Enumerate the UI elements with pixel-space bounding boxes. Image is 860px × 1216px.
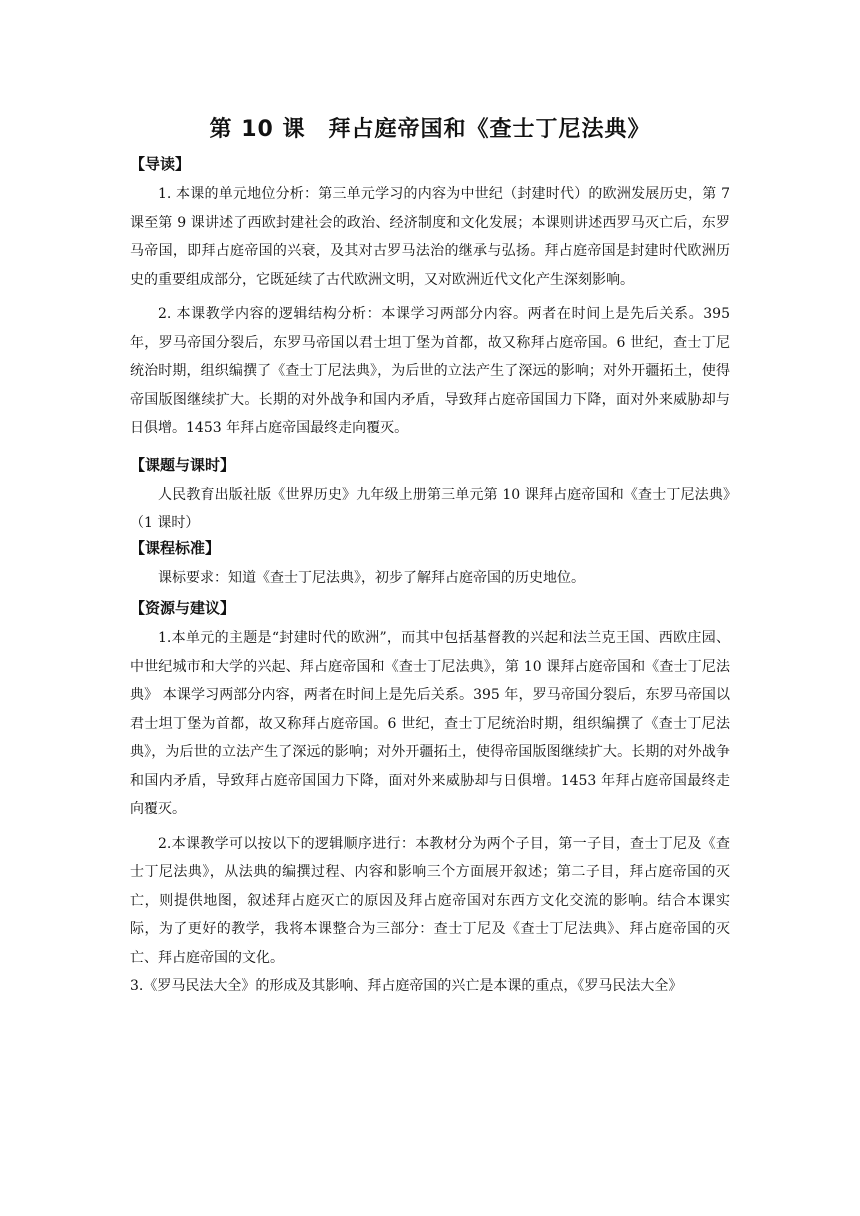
standard-heading: 【课程标准】 [130,538,221,557]
resources-paragraph-2: 2.本课教学可以按以下的逻辑顺序进行：本教材分为两个子目，第一子目，查士丁尼及《查士丁尼法典》，从法典的编撰过程、内容和影响三个方面展开叙述；第二子目，拜占庭帝国的灭亡，则提供地图，叙述拜占庭灭亡的原因及拜占庭帝国对东西方文化交流的影响。结合本课实际，为了更好的教学，我将本课整合为三部分：查士丁尼及《查士丁尼法典》、拜占庭帝国的灭亡、拜占庭帝国的文化。 [130,835,730,966]
guide-paragraph-2: 2. 本课教学内容的逻辑结构分析：本课学习两部分内容。两者在时间上是先后关系。395 年，罗马帝国分裂后，东罗马帝国以君士坦丁堡为首都，故又称拜占庭帝国。6 世纪，查士丁尼统治时期，组织编撰了《查士丁尼法典》，为后世的立法产生了深远的影响；对外开疆拓土，使得帝国版图继续扩大。长期的对外战争和国内矛盾，导致拜占庭帝国国力下降，面对外来威胁却与日俱增。1453 年拜占庭帝国最终走向覆灭。 [130,306,730,436]
resources-heading: 【资源与建议】 [130,599,236,617]
guide-paragraph-1: 1. 本课的单元地位分析：第三单元学习的内容为中世纪（封建时代）的欧洲发展历史，第 7 课至第 9 课讲述了西欧封建社会的政治、经济制度和文化发展；本课则讲述西罗马灭亡后，东罗马帝国，即拜占庭帝国的兴衰，及其对古罗马法治的继承与弘扬。拜占庭帝国是封建时代欧洲历史的重要组成部分，它既延续了古代欧洲文明，又对欧洲近代文化产生深刻影响。 [130,186,730,288]
resources-paragraph-1: 1.本单元的主题是“封建时代的欧洲”，而其中包括基督教的兴起和法兰克王国、西欧庄园、中世纪城市和大学的兴起、拜占庭帝国和《查士丁尼法典》，第 10 课拜占庭帝国和《查士丁尼法典》 本课学习两部分内容，两者在时间上是先后关系。395 年，罗马帝国分裂后，东罗马帝国以君士坦丁堡为首都，故又称拜占庭帝国。6 世纪，查士丁尼统治时期，组织编撰了《查士丁尼法典》，为后世的立法产生了深远的影响；对外开疆拓土，使得帝国版图继续扩大。长期的对外战争和国内矛盾，导致拜占庭帝国国力下降，面对外来威胁却与日俱增。1453 年拜占庭帝国最终走向覆灭。 [130,630,730,817]
guide-heading: 【导读】 [130,155,191,173]
topic-paragraph: 人民教育出版社版《世界历史》九年级上册第三单元第 10 课拜占庭帝国和《查士丁尼法典》（1 课时） [130,486,730,531]
document-body [130,154,730,1001]
topic-heading: 【课题与课时】 [130,455,236,474]
resources-paragraph-3: 3.《罗马民法大全》的形成及其影响、拜占庭帝国的兴亡是本课的重点，《罗马民法大全》 [130,978,683,994]
lesson-title: 第 10 课 拜占庭帝国和《查士丁尼法典》 [209,117,651,142]
standard-paragraph: 课标要求：知道《查士丁尼法典》，初步了解拜占庭帝国的历史地位。 [158,569,585,586]
